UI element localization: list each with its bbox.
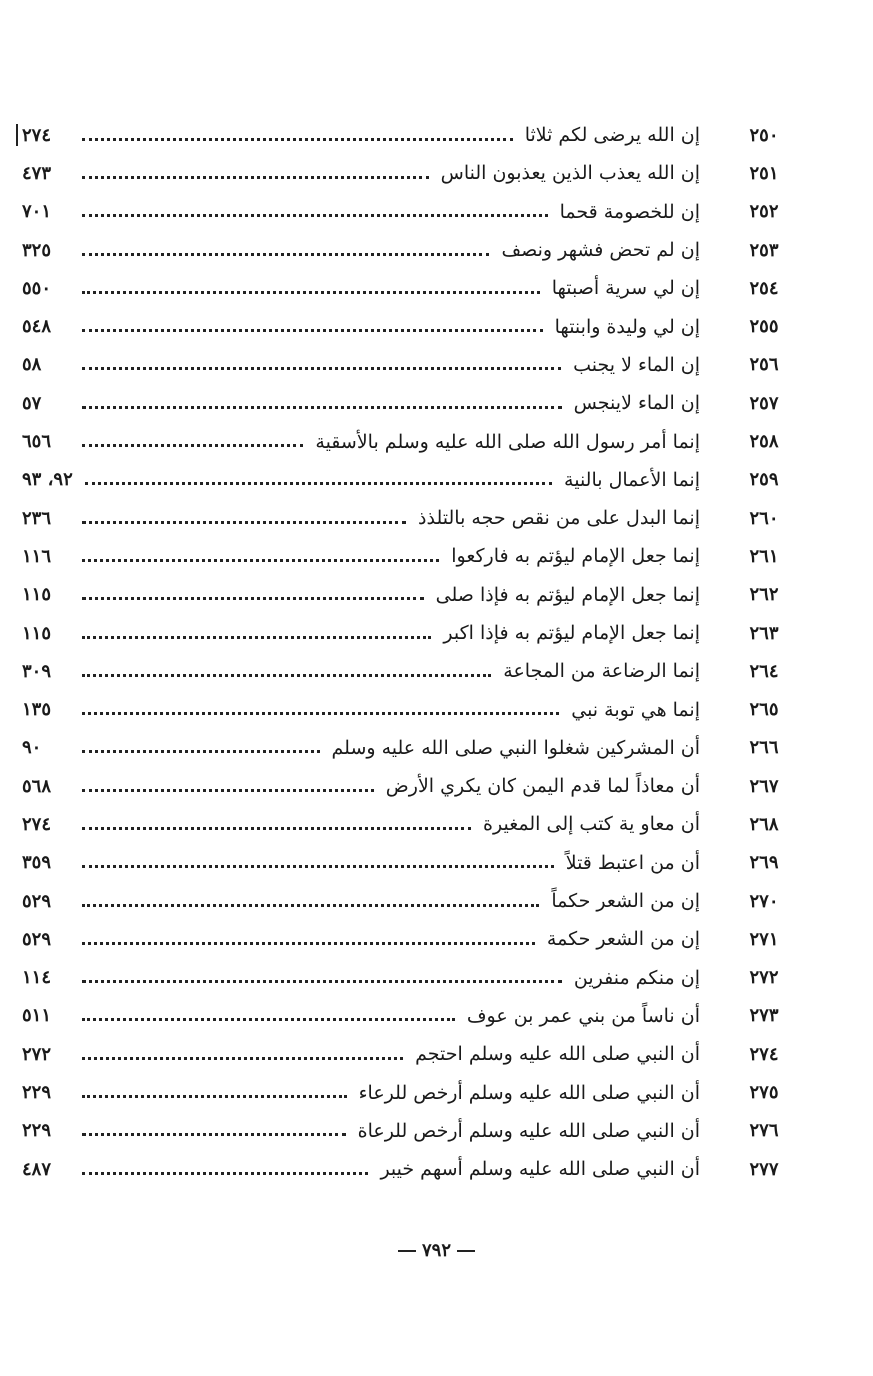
entry-page-ref: ٢٧٢ [22, 1043, 52, 1065]
dot-leader [82, 1018, 455, 1021]
entry-number: ٢٥٥ [749, 316, 779, 338]
page-footer [0, 1240, 873, 1261]
entry-title: إن من الشعر حكمة [546, 928, 700, 951]
entry-number: ٢٦٢ [749, 584, 779, 606]
entry-title: إنما البدل على من نقص حجه بالتلذذ [418, 507, 700, 530]
entry-number: ٢٧٣ [749, 1005, 779, 1027]
entry-title: إنما الأعمال بالنية [564, 468, 700, 491]
entry-number: ٢٧١ [749, 928, 779, 950]
index-entry [22, 154, 794, 192]
dot-leader [82, 636, 431, 639]
index-entry [22, 729, 794, 767]
dot-leader [82, 1095, 347, 1098]
entry-number: ٢٥٦ [749, 354, 779, 376]
entry-page-ref: ٦٥٦ [22, 431, 52, 453]
entry-page-ref: ٤٧٣ [22, 162, 52, 184]
dot-leader [82, 904, 539, 907]
entry-page-ref: ١٣٥ [22, 699, 52, 721]
dot-leader [82, 444, 303, 447]
index-entry [22, 346, 794, 384]
entry-number: ٢٦٥ [749, 699, 779, 721]
entry-page-ref: ٢٢٩ [22, 1082, 52, 1104]
entry-title: إن منكم منفرين [573, 966, 700, 989]
index-entry [22, 231, 794, 269]
footer-dash-left [457, 1250, 475, 1252]
entry-number: ٢٥٧ [749, 392, 779, 414]
entry-page-ref: ٢٧٤ [22, 813, 52, 835]
dot-leader [82, 674, 491, 677]
entry-title: إن لي سرية أصبتها [551, 277, 700, 300]
entry-title: إنما جعل الإمام ليؤتم به فإذا صلى [435, 583, 700, 606]
entry-page-ref: ٧٠١ [22, 201, 52, 223]
dot-leader [82, 789, 374, 792]
entry-page-ref: ٩٢، ٩٣ [22, 469, 73, 491]
hadith-index-list [22, 116, 794, 1188]
entry-number: ٢٧٦ [749, 1120, 779, 1142]
index-entry [22, 844, 794, 882]
entry-number: ٢٥٣ [749, 239, 779, 261]
margin-mark [16, 124, 18, 146]
dot-leader [82, 1172, 368, 1175]
page-number: ٧٩٢ [421, 1240, 451, 1261]
entry-title: إن للخصومة قحما [559, 200, 700, 223]
entry-page-ref: ٥٧ [22, 392, 42, 414]
entry-number: ٢٦٤ [749, 660, 779, 682]
entry-number: ٢٦٨ [749, 813, 779, 835]
index-entry [22, 116, 794, 154]
entry-page-ref: ٣٢٥ [22, 239, 52, 261]
entry-title: إنما أمر رسول الله صلى الله عليه وسلم بالأسقية [315, 430, 700, 453]
index-entry [22, 422, 794, 460]
entry-number: ٢٧٥ [749, 1082, 779, 1104]
dot-leader [82, 827, 471, 830]
entry-title: أن المشركين شغلوا النبي صلى الله عليه وسلم [331, 736, 700, 759]
entry-number: ٢٥٩ [749, 469, 779, 491]
entry-page-ref: ١١٤ [22, 967, 52, 989]
index-entry [22, 997, 794, 1035]
entry-page-ref: ٤٨٧ [22, 1158, 52, 1180]
dot-leader [82, 1057, 403, 1060]
dot-leader [82, 214, 548, 217]
entry-number: ٢٥٨ [749, 431, 779, 453]
entry-page-ref: ٥١١ [22, 1005, 52, 1027]
entry-title: إن لي وليدة وابنتها [554, 315, 700, 338]
entry-number: ٢٥٠ [749, 124, 779, 146]
index-entry [22, 652, 794, 690]
dot-leader [82, 712, 559, 715]
entry-page-ref: ٢٢٩ [22, 1120, 52, 1142]
entry-number: ٢٧٠ [749, 890, 779, 912]
entry-title: أن النبي صلى الله عليه وسلم أرخص للرعاء [358, 1081, 700, 1104]
index-entry [22, 193, 794, 231]
entry-title: أن معاذاً لما قدم اليمن كان يكري الأرض [385, 775, 700, 798]
index-entry [22, 805, 794, 843]
dot-leader [82, 865, 554, 868]
dot-leader [82, 406, 562, 409]
dot-leader [82, 750, 320, 753]
index-entry [22, 384, 794, 422]
index-entry [22, 1073, 794, 1111]
index-entry [22, 537, 794, 575]
entry-number: ٢٦١ [749, 545, 779, 567]
entry-title: إنما جعل الإمام ليؤتم به فاركعوا [451, 545, 700, 568]
dot-leader [82, 1133, 346, 1136]
entry-title: إنما جعل الإمام ليؤتم به فإذا اكبر [443, 622, 700, 644]
entry-number: ٢٥١ [749, 162, 779, 184]
entry-number: ٢٧٢ [749, 967, 779, 989]
entry-page-ref: ٣٠٩ [22, 660, 52, 682]
index-entry [22, 767, 794, 805]
dot-leader [82, 176, 429, 179]
entry-title: إن الله يعذب الذين يعذبون الناس [440, 162, 700, 185]
entry-title: إنما هي توبة نبي [571, 698, 700, 721]
entry-title: إن من الشعر حكماً [551, 890, 700, 913]
dot-leader [82, 980, 562, 983]
entry-page-ref: ٥٨ [22, 354, 42, 376]
entry-title: أن معاو ية كتب إلى المغيرة [483, 813, 700, 836]
index-entry [22, 882, 794, 920]
entry-number: ٢٦٣ [749, 622, 779, 644]
dot-leader [82, 597, 424, 600]
dot-leader [82, 559, 439, 562]
entry-number: ٢٦٩ [749, 852, 779, 874]
dot-leader [82, 521, 406, 524]
entry-page-ref: ١١٦ [22, 545, 52, 567]
dot-leader [82, 138, 513, 141]
entry-number: ٢٥٤ [749, 277, 779, 299]
entry-number: ٢٧٧ [749, 1158, 779, 1180]
entry-page-ref: ١١٥ [22, 584, 52, 606]
index-entry [22, 461, 794, 499]
index-entry [22, 1150, 794, 1188]
entry-title: أن من اعتبط قتلاً [565, 851, 700, 874]
entry-page-ref: ١١٥ [22, 622, 52, 644]
entry-number: ٢٥٢ [749, 201, 779, 223]
entry-title: أن النبي صلى الله عليه وسلم احتجم [415, 1043, 700, 1066]
entry-title: إن لم تحض فشهر ونصف [501, 239, 700, 262]
dot-leader [82, 291, 540, 294]
index-entry [22, 920, 794, 958]
entry-page-ref: ٥٤٨ [22, 316, 52, 338]
index-entry [22, 499, 794, 537]
entry-number: ٢٦٧ [749, 775, 779, 797]
entry-title: أن ناساً من بني عمر بن عوف [466, 1004, 700, 1027]
entry-page-ref: ٢٣٦ [22, 507, 52, 529]
footer-dash-right [398, 1250, 416, 1252]
index-entry [22, 614, 794, 652]
entry-page-ref: ٣٥٩ [22, 852, 52, 874]
entry-page-ref: ٥٥٠ [22, 277, 52, 299]
entry-title: إنما الرضاعة من المجاعة [503, 660, 700, 683]
entry-title: إن الماء لا يجنب [573, 353, 700, 376]
entry-title: أن النبي صلى الله عليه وسلم أسهم خيبر [380, 1158, 700, 1181]
entry-number: ٢٧٤ [749, 1043, 779, 1065]
entry-page-ref: ٢٧٤ [22, 124, 52, 146]
entry-page-ref: ٥٢٩ [22, 928, 52, 950]
index-entry [22, 1035, 794, 1073]
index-entry [22, 1112, 794, 1150]
index-entry [22, 307, 794, 345]
entry-number: ٢٦٠ [749, 507, 779, 529]
dot-leader [82, 329, 543, 332]
entry-page-ref: ٥٢٩ [22, 890, 52, 912]
dot-leader [82, 367, 561, 370]
dot-leader [82, 942, 535, 945]
entry-title: إن الماء لاينجس [573, 392, 700, 415]
entry-page-ref: ٩٠ [22, 737, 42, 759]
entry-number: ٢٦٦ [749, 737, 779, 759]
index-entry [22, 269, 794, 307]
entry-title: إن الله يرضى لكم ثلاثا [524, 124, 700, 147]
dot-leader [85, 482, 552, 485]
dot-leader [82, 253, 489, 256]
entry-title: أن النبي صلى الله عليه وسلم أرخص للرعاة [357, 1119, 700, 1142]
index-entry [22, 690, 794, 728]
entry-page-ref: ٥٦٨ [22, 775, 52, 797]
index-entry [22, 576, 794, 614]
index-entry [22, 959, 794, 997]
